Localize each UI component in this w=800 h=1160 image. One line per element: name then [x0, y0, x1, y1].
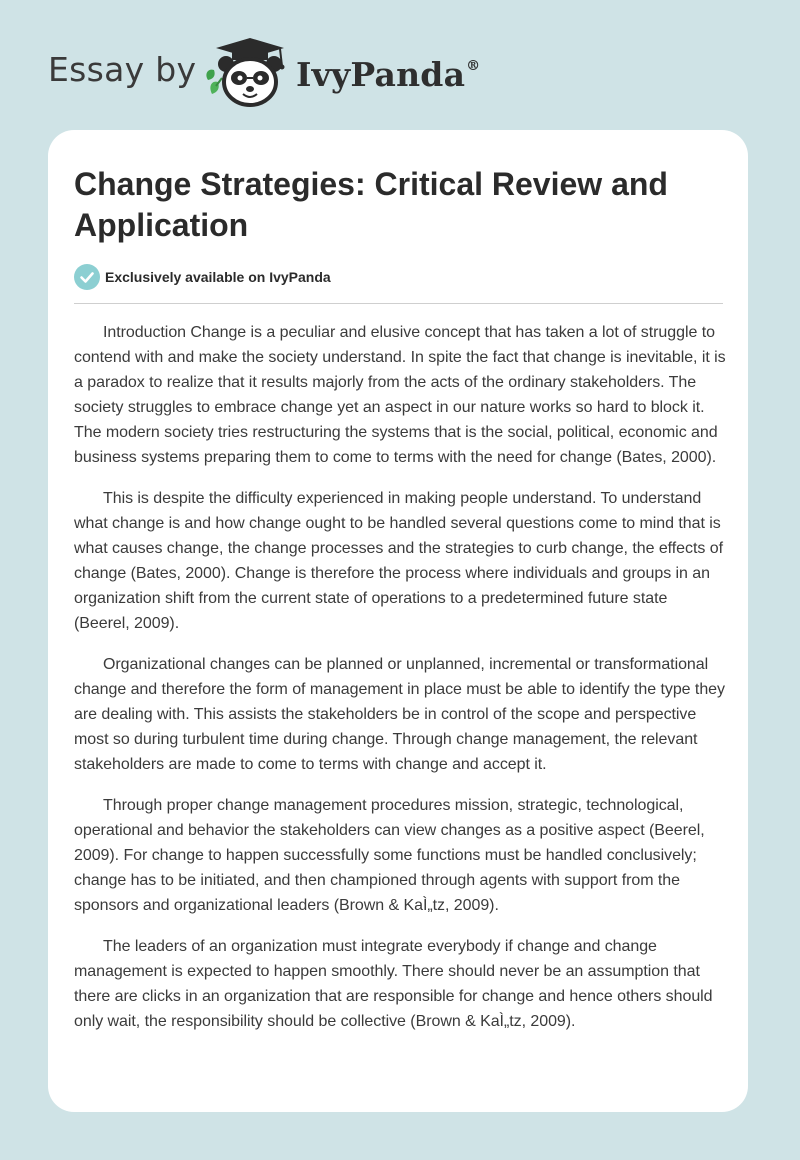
- brand-name[interactable]: IvyPanda®: [296, 55, 481, 94]
- paragraph: Through proper change management procedures mission, strategic, technological, operational and behavior the stakeholders can view changes as a positive aspect (Beerel, 2009). For change to happen successfully some functions must be handled conclusively; change has to be initiated, and then championed through agents with support from the sponsors and organizational leaders (Brown & KaÌ„tz, 2009).: [74, 797, 705, 914]
- essay-by-label: Essay by: [48, 50, 197, 89]
- ivy-leaf-icon: [206, 70, 222, 94]
- divider: [74, 303, 723, 304]
- panda-logo-icon[interactable]: [198, 36, 294, 108]
- badge-label: Exclusively available on IvyPanda: [105, 269, 331, 285]
- paragraph: This is despite the difficulty experienced in making people understand. To understand what change is and how change ought to be handled several questions come to mind that is what causes change, the change processes and the strategies to curb change, the effects of change (Bates, 2000). Change is therefore the process where individuals and groups in an organization shift from the current state of operations to a predetermined future state (Beerel, 2009).: [74, 490, 723, 632]
- paragraph: Introduction Change is a peculiar and elusive concept that has taken a lot of struggle to contend with and make the society understand. In spite the fact that change is inevitable, it is a paradox to realize that it results majorly from the acts of the ordinary stakeholders. The society struggles to embrace change yet an aspect in our nature works so hard to block it. The modern society tries restructuring the systems that is the social, political, economic and business systems preparing them to come to terms with the need for change (Bates, 2000).: [74, 324, 726, 466]
- paragraph: Organizational changes can be planned or unplanned, incremental or transformational change and therefore the form of management in place must be able to identify the type they are dealing with. This assists the stakeholders be in control of the scope and perspective most so during turbulent time during change. Through change management, the relevant stakeholders are made to come to terms with change and accept it.: [74, 656, 725, 773]
- paragraph: The leaders of an organization must integrate everybody if change and change management is expected to happen smoothly. There should never be an assumption that there are clicks in an organization that are responsible for change and hence others should only wait, the responsibility should be collective (Brown & KaÌ„tz, 2009).: [74, 938, 713, 1030]
- check-circle-icon: [74, 264, 100, 290]
- exclusive-badge: [74, 263, 331, 291]
- essay-card: [48, 130, 748, 1112]
- page-title: Change Strategies: Critical Review and Application: [74, 166, 668, 243]
- essay-body: [74, 320, 726, 1050]
- site-header: [0, 0, 800, 130]
